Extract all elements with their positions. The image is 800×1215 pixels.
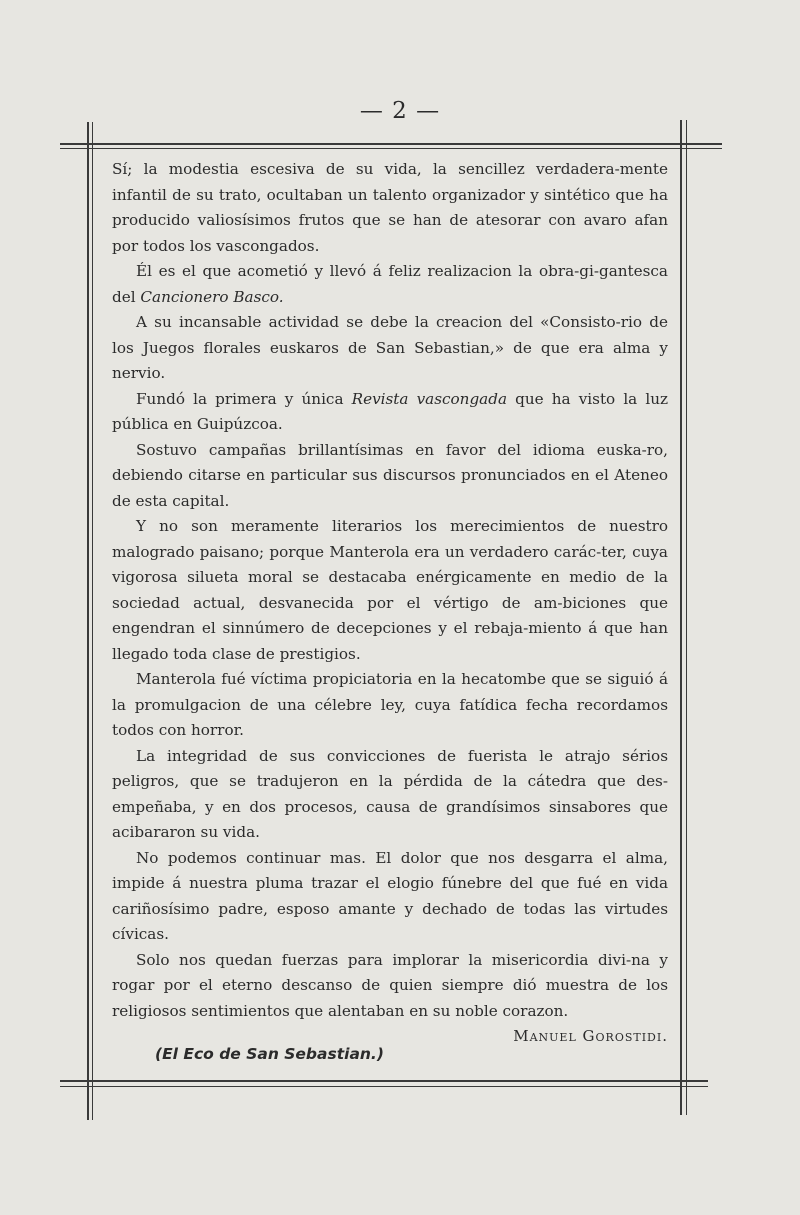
paragraph: Sostuvo campañas brillantísimas en favor del idioma euska-ro, debiendo citarse en particular sus discursos pronunciados en el Ateneo de esta capital. — [112, 440, 668, 510]
left-rule — [87, 122, 89, 1120]
paragraph — [112, 259, 668, 310]
paragraph: Y no son meramente literarios los merecimientos de nuestro malogrado paisano; porque Manterola era un verdadero carác-ter, cuya vigorosa silueta moral se destacaba enérgicamente en medio de la sociedad actual, desvanecida por el vértigo de am-biciones que engendran el sinnúmero de decepciones y el rebaja-miento á que han llegado toda clase de prestigios. — [112, 517, 668, 663]
paragraph: A su incansable actividad se debe la creacion del «Consisto-rio de los Juegos florales euskaros de San Sebastian,» de que era alma y nervio. — [112, 313, 668, 382]
top-rule-thin — [60, 148, 722, 149]
author-signature: Manuel Gorostidi. — [513, 1027, 668, 1045]
source-citation: (El Eco de San Sebastian.) — [155, 1045, 384, 1063]
top-rule — [60, 143, 722, 145]
bottom-rule-thin — [60, 1086, 708, 1087]
bottom-rule — [60, 1080, 708, 1082]
paragraph: Solo nos quedan fuerzas para implorar la misericordia divi-na y rogar por el eterno descanso de quien siempre dió muestra de los religiosos sentimientos que alentaban en su noble corazon. — [112, 950, 668, 1020]
paragraph-text: Él es el que acometió y llevó á feliz realizacion la obra-gi-gantesca del — [112, 262, 668, 306]
page-number: — 2 — — [359, 98, 441, 124]
book-title: Cancionero Basco. — [140, 287, 284, 306]
paragraph: La integridad de sus convicciones de fuerista le atrajo sérios peligros, que se tradujeron en la pérdida de la cátedra que des-empeñaba, y en dos procesos, causa de grandísimos sinsabores que acibararon su vida. — [112, 746, 668, 841]
right-rule — [680, 120, 682, 1115]
paragraph — [112, 387, 668, 438]
right-rule-thin — [686, 120, 687, 1115]
paragraph: No podemos continuar mas. El dolor que nos desgarra el alma, impide á nuestra pluma trazar el elogio fúnebre del que fué en vida cariñosísimo padre, esposo amante y dechado de todas las virtudes cívicas. — [112, 848, 668, 943]
paragraph-text: Fundó la primera y única — [136, 389, 352, 408]
article-body — [112, 157, 668, 1024]
journal-title: Revista vascongada — [351, 389, 507, 408]
left-rule-thin — [92, 122, 93, 1120]
paragraph-text: que ha visto la luz pública en Guipúzcoa. — [112, 389, 669, 433]
paragraph: Sí; la modestia escesiva de su vida, la sencillez verdadera-mente infantil de su trato, ocultaban un talento organizador y sintético que ha producido valiosísimos frutos que se han de atesorar con avaro afan por todos los vascongados. — [112, 160, 668, 255]
paragraph: Manterola fué víctima propiciatoria en la hecatombe que se siguió á la promulgacion de una célebre ley, cuya fatídica fecha recordamos todos con horror. — [112, 670, 668, 739]
